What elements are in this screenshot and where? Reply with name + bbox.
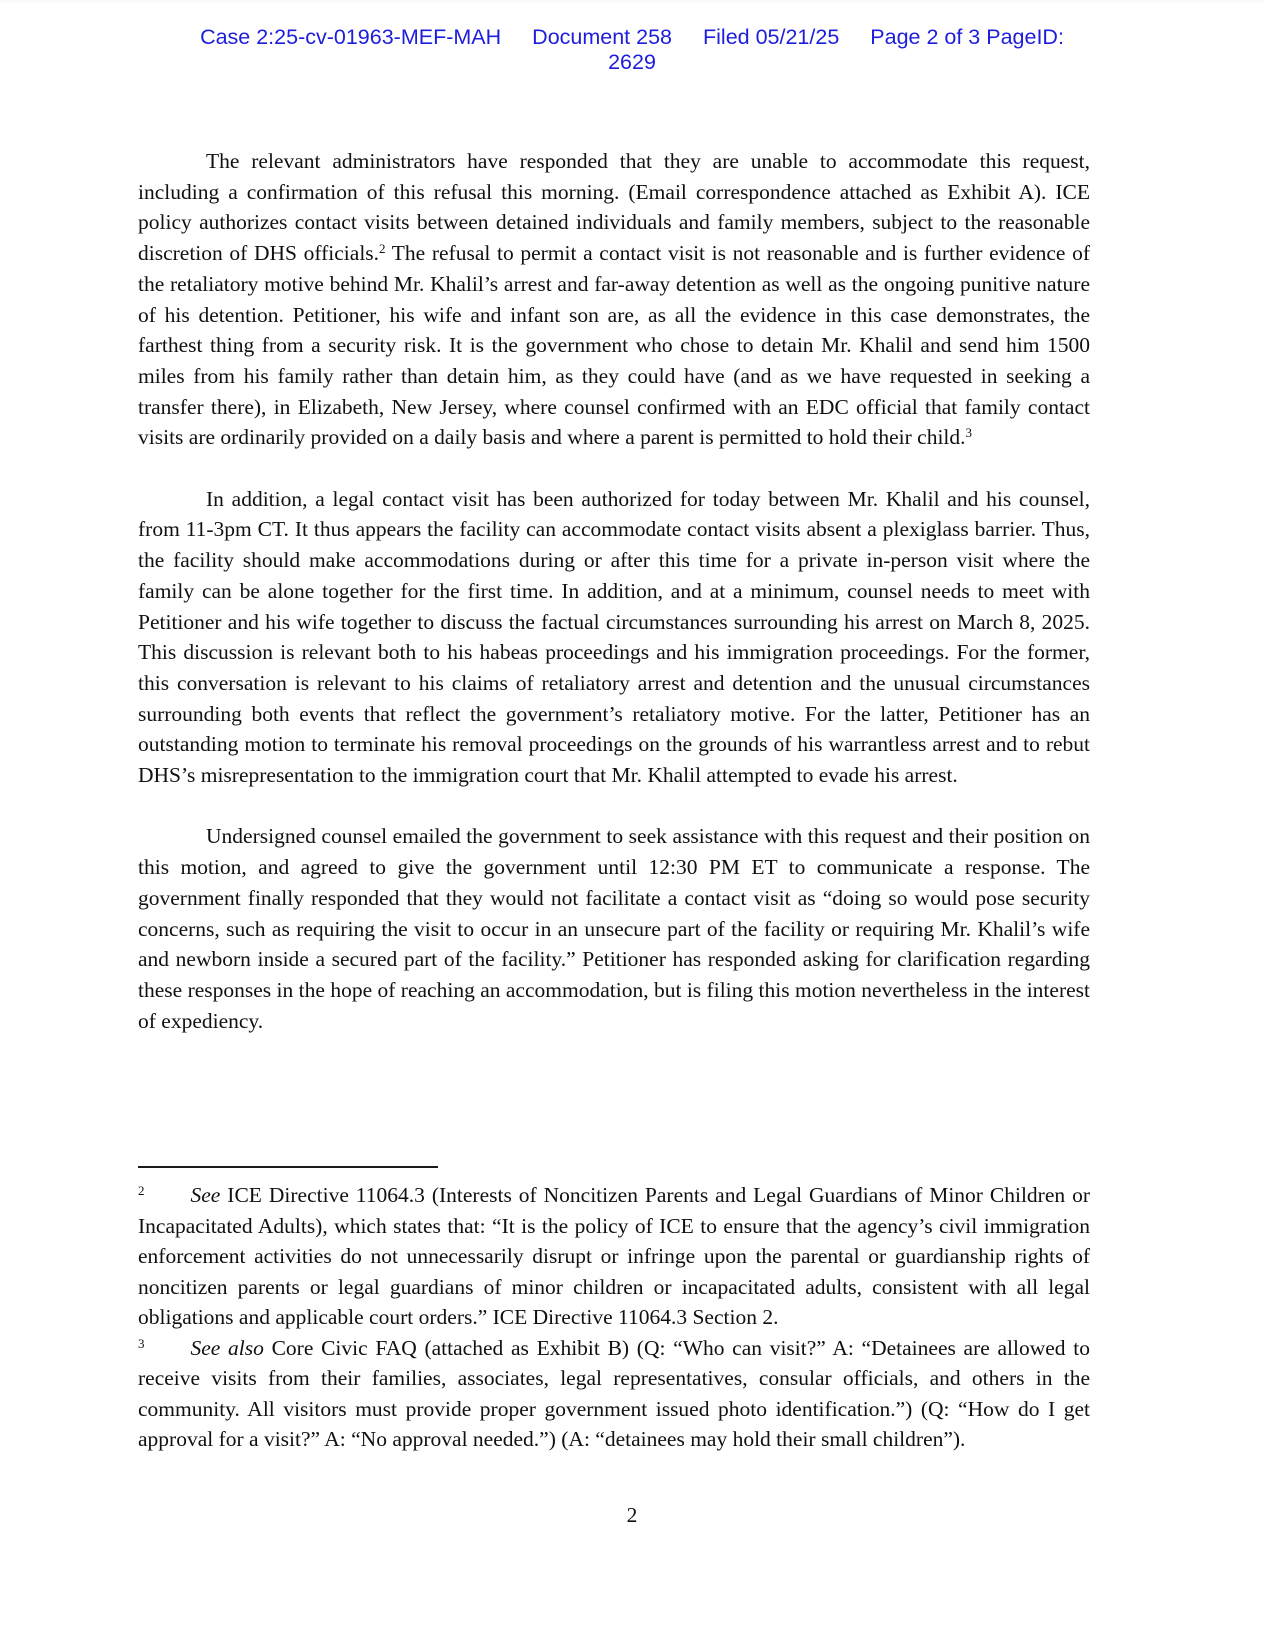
footnote-2	[138, 1180, 1090, 1333]
paragraph-1-text: The relevant administrators have responded that they are unable to accommodate this request, including a confirmation of this refusal this morning. (Email correspondence attached as Exhibit A). ICE policy authorizes contact visits between detained individuals and family members, subject to the reasonable discretion of DHS officials.	[138, 149, 1090, 266]
footnote-3-marker: 3	[138, 1335, 145, 1351]
footnote-ref-2: 2	[379, 241, 386, 257]
paragraph-3: Undersigned counsel emailed the government to seek assistance with this request and their position on this motion, and agreed to give the government until 12:30 PM ET to communicate a response. The government finally responded that they would not facilitate a contact visit as “doing so would pose security concerns, such as requiring the visit to occur in an unsecure part of the facility or requiring Mr. Khalil’s wife and newborn inside a secured part of the facility.” Petitioner has responded asking for clarification regarding these responses in the hope of reaching an accommodation, but is filing this motion nevertheless in the interest of expediency.	[138, 824, 1090, 1033]
footnote-3	[138, 1333, 1090, 1455]
case-stamp-header	[0, 25, 1264, 75]
footnote-2-text: ICE Directive 11064.3 (Interests of Noncitizen Parents and Legal Guardians of Minor Children or Incapacitated Adults), which states that: “It is the policy of ICE to ensure that the agency’s civil immigration enforcement activities do not unnecessarily disrupt or infringe upon the parental or guardianship rights of noncitizen parents or legal guardians of minor children or incapacitated adults, consistent with all legal obligations and applicable court orders.” ICE Directive 11064.3 Section 2.	[138, 1183, 1090, 1329]
paragraph-2: In addition, a legal contact visit has been authorized for today between Mr. Khalil and his counsel, from 11-3pm CT. It thus appears the facility can accommodate contact visits absent a plexiglass barrier. Thus, the facility should make accommodations during or after this time for a private in-person visit where the family can be alone together for the first time. In addition, and at a minimum, counsel needs to meet with Petitioner and his wife together to discuss the factual circumstances surrounding his arrest on March 8, 2025. This discussion is relevant both to his habeas proceedings and his immigration proceedings. For the former, this conversation is relevant to his claims of retaliatory arrest and detention and the unusual circumstances surrounding both events that reflect the government’s retaliatory motive. For the latter, Petitioner has an outstanding motion to terminate his removal proceedings on the grounds of his warrantless arrest and to rebut DHS’s misrepresentation to the immigration court that Mr. Khalil attempted to evade his arrest.	[138, 486, 1090, 788]
footnote-2-marker: 2	[138, 1183, 145, 1198]
footnote-3-text: Core Civic FAQ (attached as Exhibit B) (Q: “Who can visit?” A: “Detainees are allowed to receive visits from their families, associates, legal representatives, consular officials, and others in the community. All visitors must provide proper government issued photo identification.”) (Q: “How do I get approval for a visit?” A: “No approval needed.”) (A: “detainees may hold their small children”).	[138, 1335, 1090, 1451]
stamp-document-number: Document 258	[532, 25, 673, 49]
footnotes-section	[138, 1166, 1090, 1455]
stamp-filed-date: Filed 05/21/25	[703, 25, 840, 49]
footnote-3-citation-signal: See also	[190, 1335, 264, 1360]
footnote-separator-rule	[138, 1166, 438, 1168]
stamp-pageid-value: 2629	[608, 50, 656, 74]
paragraph-1	[138, 146, 1090, 453]
case-stamp-line1	[0, 25, 1264, 50]
footnote-ref-3: 3	[965, 425, 973, 441]
stamp-page-info: Page 2 of 3 PageID:	[870, 25, 1064, 49]
stamp-case-number: Case 2:25-cv-01963-MEF-MAH	[200, 25, 502, 49]
page-number: 2	[626, 1503, 638, 1527]
paragraph-1-text-continued: The refusal to permit a contact visit is not reasonable and is further evidence of the retaliatory motive behind Mr. Khalil’s arrest and far-away detention as well as the ongoing punitive nature of his detention. Petitioner, his wife and infant son are, as all the evidence in this case demonstrates, the farthest thing from a security risk. It is the government who chose to detain Mr. Khalil and send him 1500 miles from his family rather than detain him, as they could have (and as we have requested in seeking a transfer there), in Elizabeth, New Jersey, where counsel confirmed with an EDC official that family contact visits are ordinarily provided on a daily basis and where a parent is permitted to hold their child.	[138, 241, 1091, 450]
document-body	[138, 146, 1090, 1036]
footnote-2-citation-signal: See	[190, 1183, 221, 1207]
